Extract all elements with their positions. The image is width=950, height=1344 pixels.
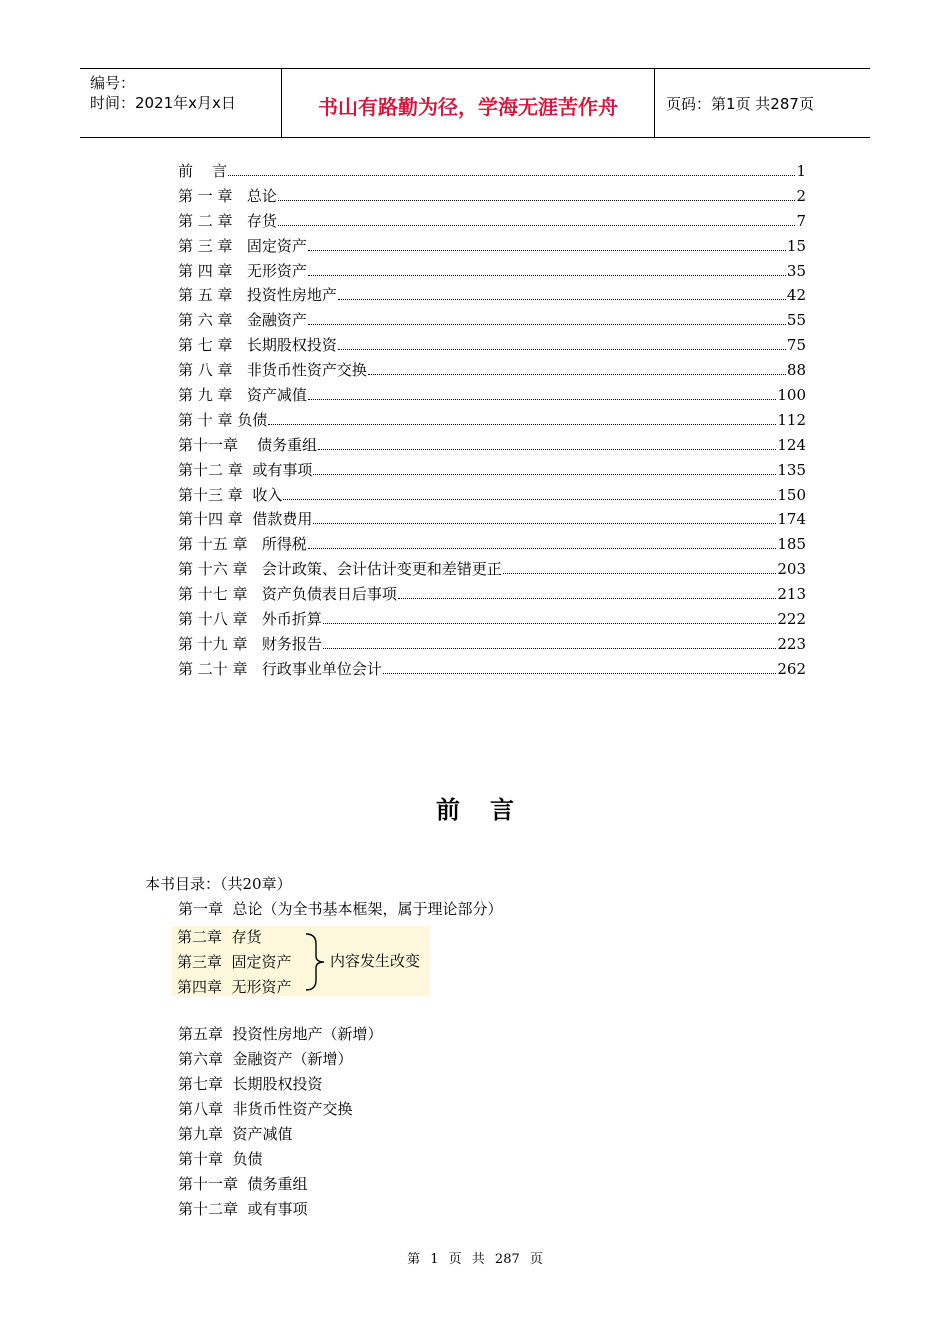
toc-title: 投资性房地产: [232, 286, 337, 305]
toc-row: [178, 160, 806, 185]
toc-leader: [338, 299, 786, 300]
toc-leader: [283, 499, 776, 500]
toc-chapter: 第 六 章: [178, 311, 233, 330]
toc-row: [178, 558, 806, 583]
toc-row: [178, 658, 806, 683]
toc-chapter: 第十四 章: [178, 510, 243, 529]
toc-leader: [368, 374, 786, 375]
preface-chapter-1: 第一章 总论（为全书基本框架，属于理论部分）: [178, 900, 503, 918]
toc-row: [178, 384, 806, 409]
toc-chapter: 第十三 章: [178, 485, 243, 504]
preface-list-item: 第九章 资产减值: [178, 1125, 293, 1143]
toc-leader: [308, 250, 786, 251]
toc-page-number: 262: [777, 659, 806, 678]
toc-chapter: 第 二 章: [178, 211, 233, 230]
highlight-item: 第三章 固定资产: [177, 953, 292, 971]
toc-leader: [313, 474, 776, 475]
toc-title: 借款费用: [242, 510, 313, 529]
toc-page-number: 174: [777, 510, 806, 529]
toc-leader: [278, 225, 796, 226]
toc-row: [178, 633, 806, 658]
toc-leader: [268, 424, 776, 425]
toc-page-number: 1: [796, 162, 806, 180]
toc-chapter: 第 二十 章: [178, 659, 248, 678]
toc-title: 非货币性资产交换: [232, 361, 367, 380]
toc-row: [178, 583, 806, 608]
toc-row: [178, 284, 806, 309]
toc-leader: [308, 324, 786, 325]
toc-row: [178, 459, 806, 484]
preface-list-item: 第十一章 债务重组: [178, 1175, 308, 1193]
preface-list-item: 第七章 长期股权投资: [178, 1075, 323, 1093]
toc-chapter: 第 七 章: [178, 336, 233, 355]
toc-row: [178, 210, 806, 235]
highlight-note: 内容发生改变: [330, 952, 421, 970]
toc-page-number: 203: [777, 560, 806, 579]
preface-heading: 前言: [436, 796, 544, 824]
toc-title: 负债: [232, 410, 268, 429]
toc-leader: [338, 349, 786, 350]
toc-leader: [503, 573, 777, 574]
toc-page-number: 42: [786, 286, 806, 305]
toc-leader: [308, 548, 777, 549]
toc-leader: [308, 399, 777, 400]
toc-title: 长期股权投资: [232, 336, 337, 355]
preface-intro: 本书目录：（共20章）: [145, 875, 292, 893]
toc-row: [178, 409, 806, 434]
toc-row: [178, 235, 806, 260]
toc-page-number: 75: [786, 336, 806, 355]
toc-chapter: 前 言: [178, 162, 228, 180]
toc-row: [178, 334, 806, 359]
toc-title: 金融资产: [232, 311, 307, 330]
toc-title: 行政事业单位会计: [247, 659, 382, 678]
toc-leader: [313, 523, 776, 524]
header-divider: [654, 69, 655, 137]
toc-chapter: 第 十 章: [178, 410, 233, 429]
preface-list-item: 第八章 非货币性资产交换: [178, 1100, 353, 1118]
toc-leader: [278, 200, 796, 201]
toc-title: 资产减值: [232, 386, 307, 405]
toc-title: 所得税: [247, 535, 307, 554]
toc-leader: [323, 648, 777, 649]
toc-page-number: 185: [777, 535, 806, 554]
toc-row: [178, 260, 806, 285]
toc-page-number: 124: [777, 435, 806, 454]
page-footer: 第 1 页 共 287 页: [407, 1252, 543, 1267]
toc-page-number: 35: [786, 261, 806, 280]
toc-chapter: 第 三 章: [178, 236, 233, 255]
toc-title: 或有事项: [242, 460, 313, 479]
toc-title: 无形资产: [232, 261, 307, 280]
highlight-item: 第二章 存货: [177, 928, 262, 946]
toc-title: 总论: [232, 186, 277, 205]
toc-page-number: 15: [786, 236, 806, 255]
highlight-box: [172, 926, 430, 996]
toc-row: [178, 359, 806, 384]
toc-leader: [318, 449, 776, 450]
toc-chapter: 第 九 章: [178, 386, 233, 405]
toc-page-number: 135: [777, 460, 806, 479]
toc-chapter: 第 五 章: [178, 286, 233, 305]
toc-page-number: 88: [786, 361, 806, 380]
toc-chapter: 第 四 章: [178, 261, 233, 280]
curly-brace-icon: [304, 932, 328, 992]
header-page-info: 页码：第1页 共287页: [666, 95, 814, 113]
toc-page-number: 112: [777, 410, 806, 429]
toc-leader: [383, 673, 777, 674]
preface-list-item: 第十二章 或有事项: [178, 1200, 308, 1218]
highlight-item: 第四章 无形资产: [177, 978, 292, 996]
toc-title: 资产负债表日后事项: [247, 585, 397, 604]
toc-page-number: 213: [777, 585, 806, 604]
toc-title: 外币折算: [247, 610, 322, 629]
toc-page-number: 2: [796, 186, 806, 205]
toc-title: 会计政策、会计估计变更和差错更正: [247, 560, 502, 579]
toc-page-number: 222: [777, 610, 806, 629]
preface-list-item: 第六章 金融资产（新增）: [178, 1050, 353, 1068]
toc-title: 债务重组: [238, 435, 318, 454]
toc-row: [178, 508, 806, 533]
toc-chapter: 第 八 章: [178, 361, 233, 380]
toc-page-number: 223: [777, 634, 806, 653]
toc-row: [178, 434, 806, 459]
preface-list-item: 第五章 投资性房地产（新增）: [178, 1025, 383, 1043]
header-meta: [90, 73, 236, 113]
toc-row: [178, 608, 806, 633]
toc-chapter: 第 十六 章: [178, 560, 248, 579]
table-of-contents: [178, 160, 806, 683]
toc-page-number: 55: [786, 311, 806, 330]
time-label: 时间：2021年x月x日: [90, 94, 236, 112]
toc-title: 存货: [232, 211, 277, 230]
toc-chapter: 第 十九 章: [178, 634, 248, 653]
toc-row: [178, 484, 806, 509]
header-motto: 书山有路勤为径，学海无涯苦作舟: [318, 95, 618, 119]
toc-chapter: 第 一 章: [178, 186, 233, 205]
toc-title: 财务报告: [247, 634, 322, 653]
toc-page-number: 150: [777, 485, 806, 504]
toc-chapter: 第 十八 章: [178, 610, 248, 629]
toc-row: [178, 533, 806, 558]
toc-chapter: 第十一章: [178, 435, 239, 454]
toc-chapter: 第十二 章: [178, 460, 243, 479]
toc-leader: [323, 623, 777, 624]
toc-leader: [228, 175, 795, 176]
preface-list-item: 第十章 负债: [178, 1150, 263, 1168]
toc-leader: [308, 275, 786, 276]
page-header: [80, 68, 870, 138]
number-label: 编号：: [90, 74, 136, 92]
toc-page-number: 100: [777, 386, 806, 405]
toc-page-number: 7: [796, 211, 806, 230]
toc-title: 固定资产: [232, 236, 307, 255]
toc-row: [178, 309, 806, 334]
toc-chapter: 第 十七 章: [178, 585, 248, 604]
toc-chapter: 第 十五 章: [178, 535, 248, 554]
toc-leader: [398, 598, 777, 599]
toc-row: [178, 185, 806, 210]
toc-title: 收入: [242, 485, 283, 504]
